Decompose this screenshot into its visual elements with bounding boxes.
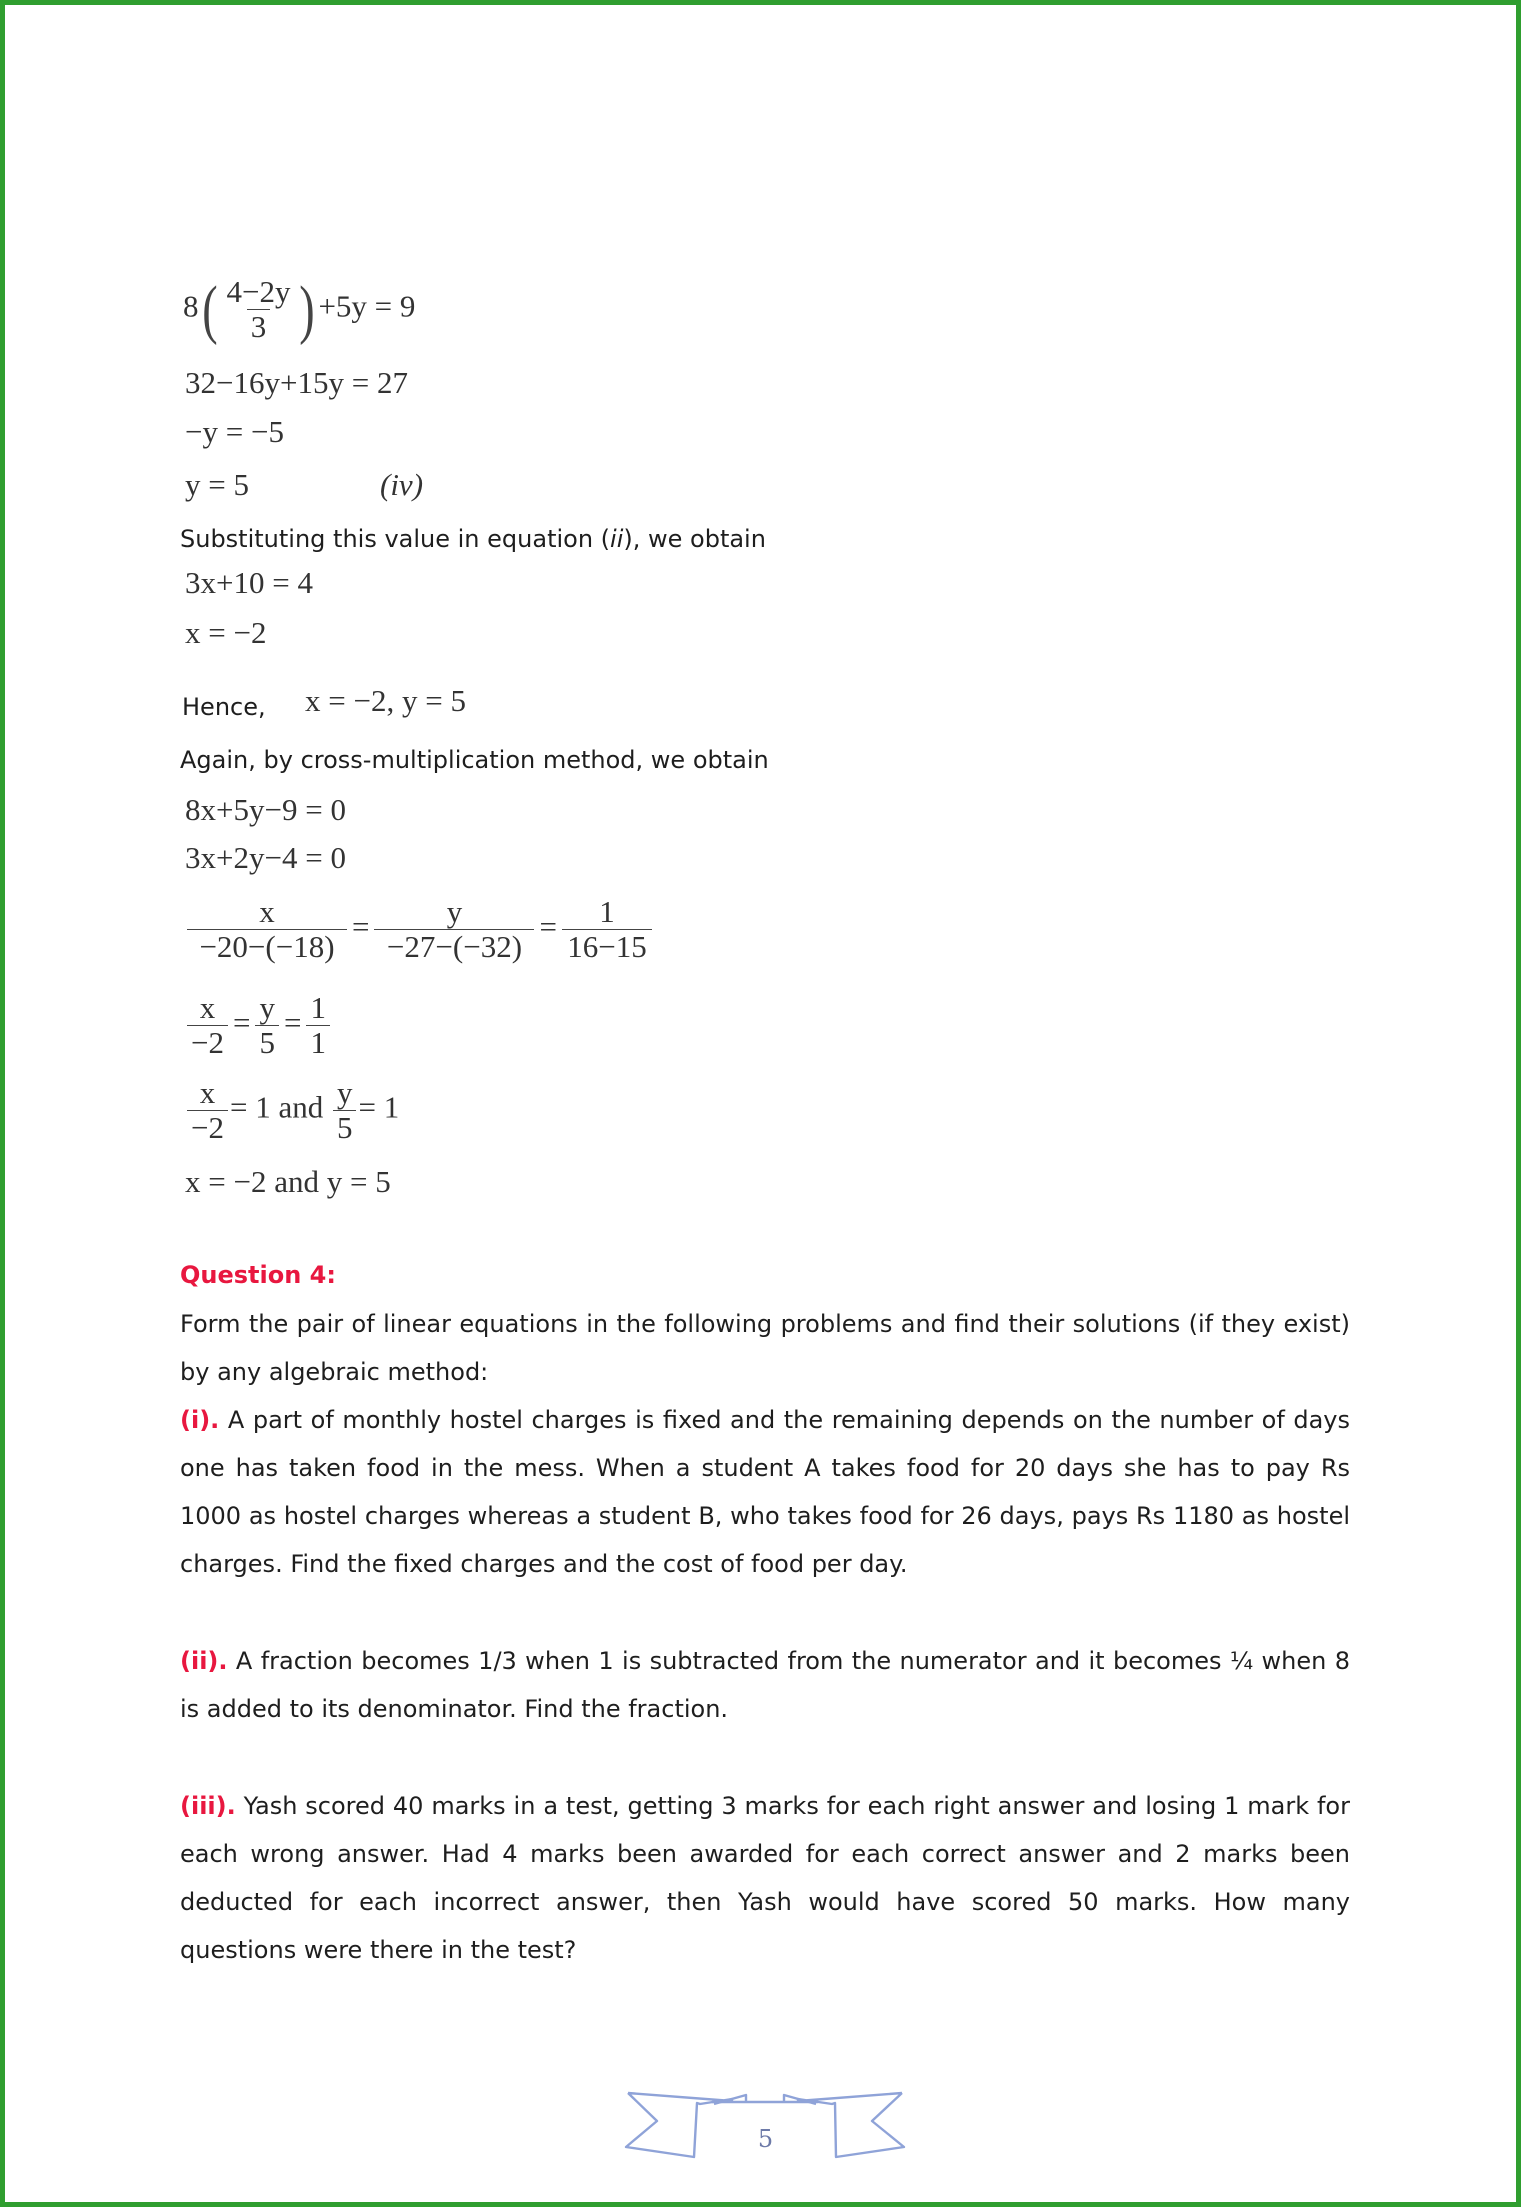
rhs: = 1 (358, 1089, 400, 1125)
equation-expanded: 32−16y+15y = 27 (185, 365, 408, 400)
denominator: 5 (333, 1110, 357, 1145)
denominator: 16−15 (562, 929, 652, 964)
cross-multiplication-equation: $\frac{x}{-20-(-18)}$ = $\frac{y}{-27-(-32)}$ = $\frac{1}{16-15}$ (185, 895, 654, 964)
fraction-x (187, 991, 228, 1060)
equation-1-standard: 8x+5y−9 = 0 (185, 792, 346, 827)
denominator: 1 (306, 1025, 330, 1060)
fraction (222, 275, 294, 344)
simplified-ratio: $\frac{x}{-2}$ = $\frac{y}{5}$ = $\frac{1}{1}$ (185, 991, 332, 1060)
equation-neg-y: −y = −5 (185, 414, 284, 449)
eq-coefficient: 8 (183, 288, 199, 324)
numerator: x (259, 894, 275, 929)
fraction-x (187, 1076, 228, 1145)
equation-reference: ii (610, 525, 624, 553)
equation-substitution (183, 272, 416, 346)
split-equations (185, 1076, 399, 1145)
question-heading: Question 4: (180, 1261, 336, 1289)
y-value: y = 5 (185, 467, 249, 502)
fraction-numerator: 4−2y (226, 274, 291, 309)
fraction-denominator: 3 (247, 309, 271, 344)
question-part-ii (180, 1637, 1350, 1733)
final-answer: x = −2 and y = 5 (185, 1164, 391, 1199)
text-fragment: Substituting this value in equation ( (180, 525, 611, 553)
equation-y-value (185, 467, 424, 503)
denominator: −2 (187, 1110, 228, 1145)
question-part-iii (180, 1782, 1350, 1974)
substitution-sentence (180, 522, 766, 556)
question-intro: Form the pair of linear equations in the following problems and find their solutions (if they exist) by any algebraic method: (180, 1310, 1350, 1386)
denominator: 5 (255, 1025, 279, 1060)
denominator: −2 (187, 1025, 228, 1060)
equation-2-standard: 3x+2y−4 = 0 (185, 840, 346, 875)
paren-close: ) (299, 272, 316, 346)
equation-3x: 3x+10 = 4 (185, 565, 313, 600)
part-text: A part of monthly hostel charges is fixed and the remaining depends on the number of days one has taken food in the mess. When a student A takes food for 20 days she has to pay Rs 1000 as hostel charges whereas a student B, who takes food for 26 days, pays Rs 1180 as hostel charges. Find the fixed charges and the cost of food per day. (180, 1406, 1350, 1578)
question-part-i (180, 1396, 1350, 1588)
part-text: Yash scored 40 marks in a test, getting 3 marks for each right answer and losing 1 mark for each wrong answer. Had 4 marks been awarded for each correct answer and 2 marks been deducted for each incorrect answer, then Yash would have scored 50 marks. How many questions were there in the test? (180, 1792, 1350, 1964)
part-label: (i). (180, 1406, 220, 1434)
fraction-one (562, 895, 652, 964)
denominator: −20−(−18) (187, 929, 347, 964)
numerator: y (446, 894, 463, 929)
cross-multiplication-intro: Again, by cross-multiplication method, we obtain (180, 746, 769, 774)
denominator: −27−(−32) (374, 929, 534, 964)
eq-rest: +5y = 9 (318, 288, 416, 324)
fraction-one (306, 991, 330, 1060)
numerator: x (199, 1075, 216, 1110)
and-word: and (278, 1089, 324, 1125)
part-label: (iii). (180, 1792, 236, 1820)
numerator: y (259, 990, 275, 1025)
numerator: y (336, 1075, 353, 1110)
equation-label: (iv) (380, 467, 424, 502)
numerator: 1 (310, 990, 326, 1025)
hence-label: Hence, (182, 693, 266, 721)
fraction-y (255, 991, 279, 1060)
numerator: x (199, 990, 216, 1025)
page-number: 5 (757, 2125, 774, 2153)
fraction-x (187, 895, 347, 964)
equation-x-value: x = −2 (185, 615, 267, 650)
numerator: 1 (599, 894, 615, 929)
rhs: = 1 (229, 1089, 271, 1125)
part-text: A fraction becomes 1/3 when 1 is subtracted from the numerator and it becomes ¼ when 8 is added to its denominator. Find the fraction. (180, 1647, 1350, 1723)
paren-open: ( (201, 272, 218, 346)
fraction-y (333, 1076, 357, 1145)
text-fragment: ), we obtain (623, 525, 766, 553)
part-label: (ii). (180, 1647, 228, 1675)
hence-value: x = −2, y = 5 (305, 683, 466, 718)
fraction-y (374, 895, 534, 964)
